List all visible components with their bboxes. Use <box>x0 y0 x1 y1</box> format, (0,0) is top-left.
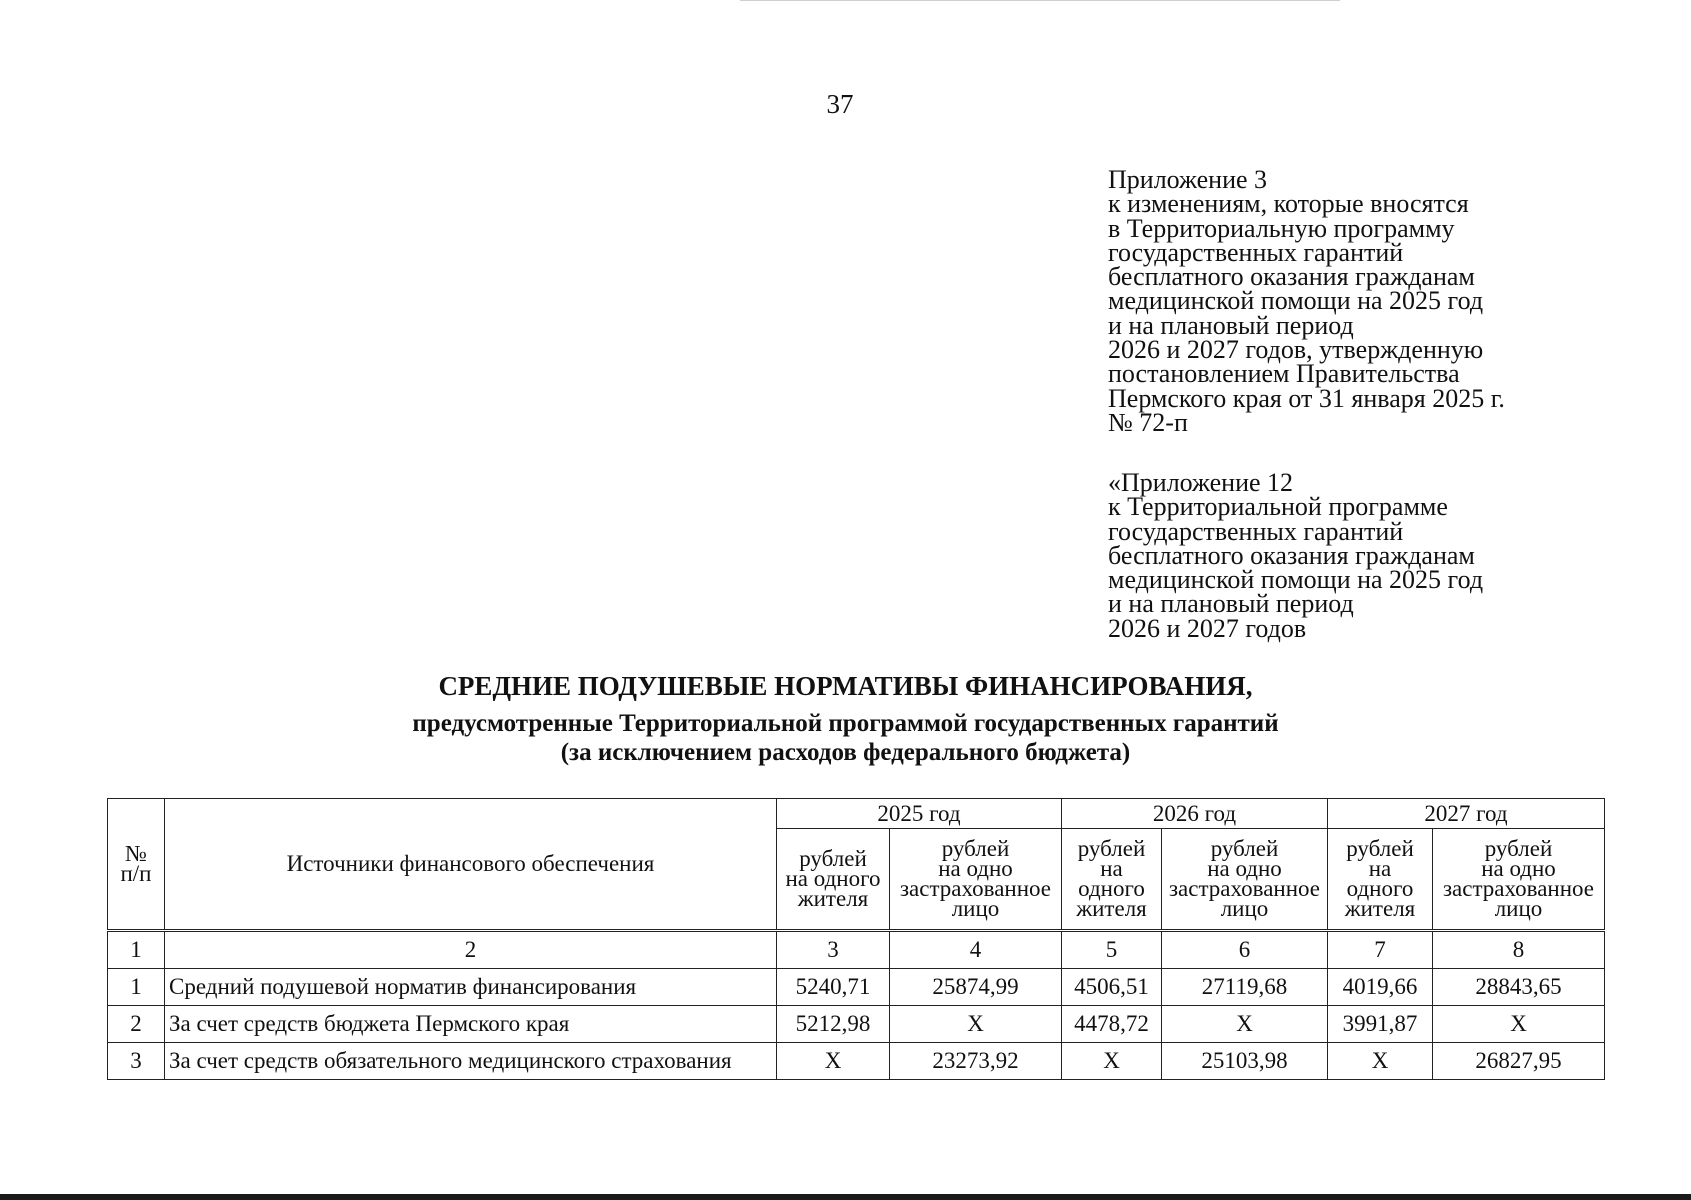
appendix-12-line: бесплатного оказания гражданам <box>1108 540 1475 570</box>
value-cell: Х <box>1433 1006 1605 1043</box>
unit-line: на одно <box>938 856 1013 881</box>
header-unit-cell <box>1328 829 1433 931</box>
table-row <box>108 1043 1605 1080</box>
unit-line: на <box>1368 856 1392 881</box>
header-unit-cell <box>777 829 890 931</box>
unit-line: лицо <box>951 896 1000 921</box>
unit-line: рублей <box>941 836 1010 861</box>
scan-edge-bar <box>0 1194 1691 1200</box>
value-cell: Х <box>1328 1043 1433 1080</box>
header-number-label: № <box>125 841 147 866</box>
unit-line: на одно <box>1207 856 1282 881</box>
unit-line: на <box>1100 856 1123 881</box>
header-number-cell <box>108 799 165 931</box>
value-cell: Х <box>1162 1006 1328 1043</box>
table-row <box>108 969 1605 1006</box>
unit-line: на одного <box>785 866 881 891</box>
appendix-3-block <box>1108 165 1668 437</box>
appendix-3-line: медицинской помощи на 2025 год <box>1108 286 1484 316</box>
unit-line: лицо <box>1494 896 1543 921</box>
unit-line: лицо <box>1220 896 1269 921</box>
scan-edge-line <box>740 0 1340 1</box>
value-cell: 28843,65 <box>1433 969 1605 1006</box>
page-number: 37 <box>826 89 854 119</box>
financing-norms-table <box>107 798 1605 1080</box>
appendix-3-line: в Территориальную программу <box>1108 213 1455 243</box>
value-cell: Х <box>1062 1043 1162 1080</box>
document-title: СРЕДНИЕ ПОДУШЕВЫЕ НОРМАТИВЫ ФИНАНСИРОВАНИЯ, <box>438 671 1253 701</box>
unit-line: застрахованное <box>899 876 1052 901</box>
appendix-3-line: Пермского края от 31 января 2025 г. <box>1108 383 1505 413</box>
column-number-cell: 1 <box>108 931 165 969</box>
value-cell: 25103,98 <box>1162 1043 1328 1080</box>
appendix-3-line: 2026 и 2027 годов, утвержденную <box>1108 335 1484 365</box>
unit-line: одного <box>1078 876 1145 901</box>
unit-line: жителя <box>1344 896 1416 921</box>
appendix-12-line: к Территориальной программе <box>1108 492 1448 522</box>
header-year-2026: 2026 год <box>1062 799 1328 829</box>
appendix-3-line: постановлением Правительства <box>1108 359 1460 389</box>
unit-line: застрахованное <box>1168 876 1321 901</box>
value-cell: 25874,99 <box>890 969 1062 1006</box>
source-name-cell: За счет средств бюджета Пермского края <box>165 1006 777 1043</box>
unit-line: жителя <box>1076 896 1147 921</box>
column-number-cell: 3 <box>777 931 890 969</box>
header-unit-cell <box>1162 829 1328 931</box>
column-number-cell: 2 <box>165 931 777 969</box>
value-cell: 26827,95 <box>1433 1043 1605 1080</box>
subtitle-line: (за исключением расходов федерального бюджета) <box>560 739 1131 766</box>
value-cell: 23273,92 <box>890 1043 1062 1080</box>
appendix-12-line: 2026 и 2027 годов <box>1108 613 1307 643</box>
value-cell: 5240,71 <box>777 969 890 1006</box>
unit-line: рублей <box>1077 836 1146 861</box>
header-year-2025: 2025 год <box>777 799 1062 829</box>
header-source-cell: Источники финансового обеспечения <box>165 799 777 931</box>
source-name-cell: За счет средств обязательного медицинского страхования <box>165 1043 777 1080</box>
value-cell: Х <box>777 1043 890 1080</box>
header-year-2027: 2027 год <box>1328 799 1605 829</box>
unit-line: жителя <box>797 886 869 911</box>
appendix-12-line: и на плановый период <box>1108 589 1354 619</box>
unit-line: на одно <box>1481 856 1556 881</box>
unit-line: одного <box>1346 876 1414 901</box>
row-number-cell: 2 <box>108 1006 165 1043</box>
unit-line: рублей <box>799 846 867 871</box>
row-number-cell: 3 <box>108 1043 165 1080</box>
value-cell: 5212,98 <box>777 1006 890 1043</box>
appendix-3-line: Приложение 3 <box>1108 165 1268 194</box>
value-cell: 3991,87 <box>1328 1006 1433 1043</box>
column-number-cell: 6 <box>1162 931 1328 969</box>
column-number-cell: 4 <box>890 931 1062 969</box>
table-header-row <box>108 799 1605 829</box>
header-unit-cell <box>1062 829 1162 931</box>
column-number-cell: 8 <box>1433 931 1605 969</box>
document-subtitle <box>0 709 1691 767</box>
value-cell: 4478,72 <box>1062 1006 1162 1043</box>
appendix-12-line: «Приложение 12 <box>1108 468 1294 497</box>
header-number-label: п/п <box>120 861 152 886</box>
row-number-cell: 1 <box>108 969 165 1006</box>
subtitle-line: предусмотренные Территориальной программой государственных гарантий <box>412 710 1279 737</box>
value-cell: 4019,66 <box>1328 969 1433 1006</box>
unit-line: рублей <box>1484 836 1553 861</box>
unit-line: рублей <box>1346 836 1414 861</box>
unit-line: рублей <box>1210 836 1279 861</box>
value-cell: Х <box>890 1006 1062 1043</box>
appendix-12-line: государственных гарантий <box>1108 516 1404 546</box>
appendix-3-line: государственных гарантий <box>1108 237 1404 267</box>
column-number-cell: 7 <box>1328 931 1433 969</box>
table-row <box>108 1006 1605 1043</box>
header-unit-cell <box>1433 829 1605 931</box>
appendix-3-line: к изменениям, которые вносятся <box>1108 189 1469 219</box>
unit-line: застрахованное <box>1442 876 1595 901</box>
column-number-cell: 5 <box>1062 931 1162 969</box>
appendix-3-line: и на плановый период <box>1108 310 1354 340</box>
source-name-cell: Средний подушевой норматив финансирования <box>165 969 777 1006</box>
header-unit-cell <box>890 829 1062 931</box>
value-cell: 4506,51 <box>1062 969 1162 1006</box>
appendix-12-line: медицинской помощи на 2025 год <box>1108 565 1484 595</box>
appendix-3-line: № 72-п <box>1108 407 1188 437</box>
value-cell: 27119,68 <box>1162 969 1328 1006</box>
appendix-12-block <box>1108 468 1668 643</box>
column-number-row <box>108 931 1605 969</box>
appendix-3-line: бесплатного оказания гражданам <box>1108 262 1475 292</box>
